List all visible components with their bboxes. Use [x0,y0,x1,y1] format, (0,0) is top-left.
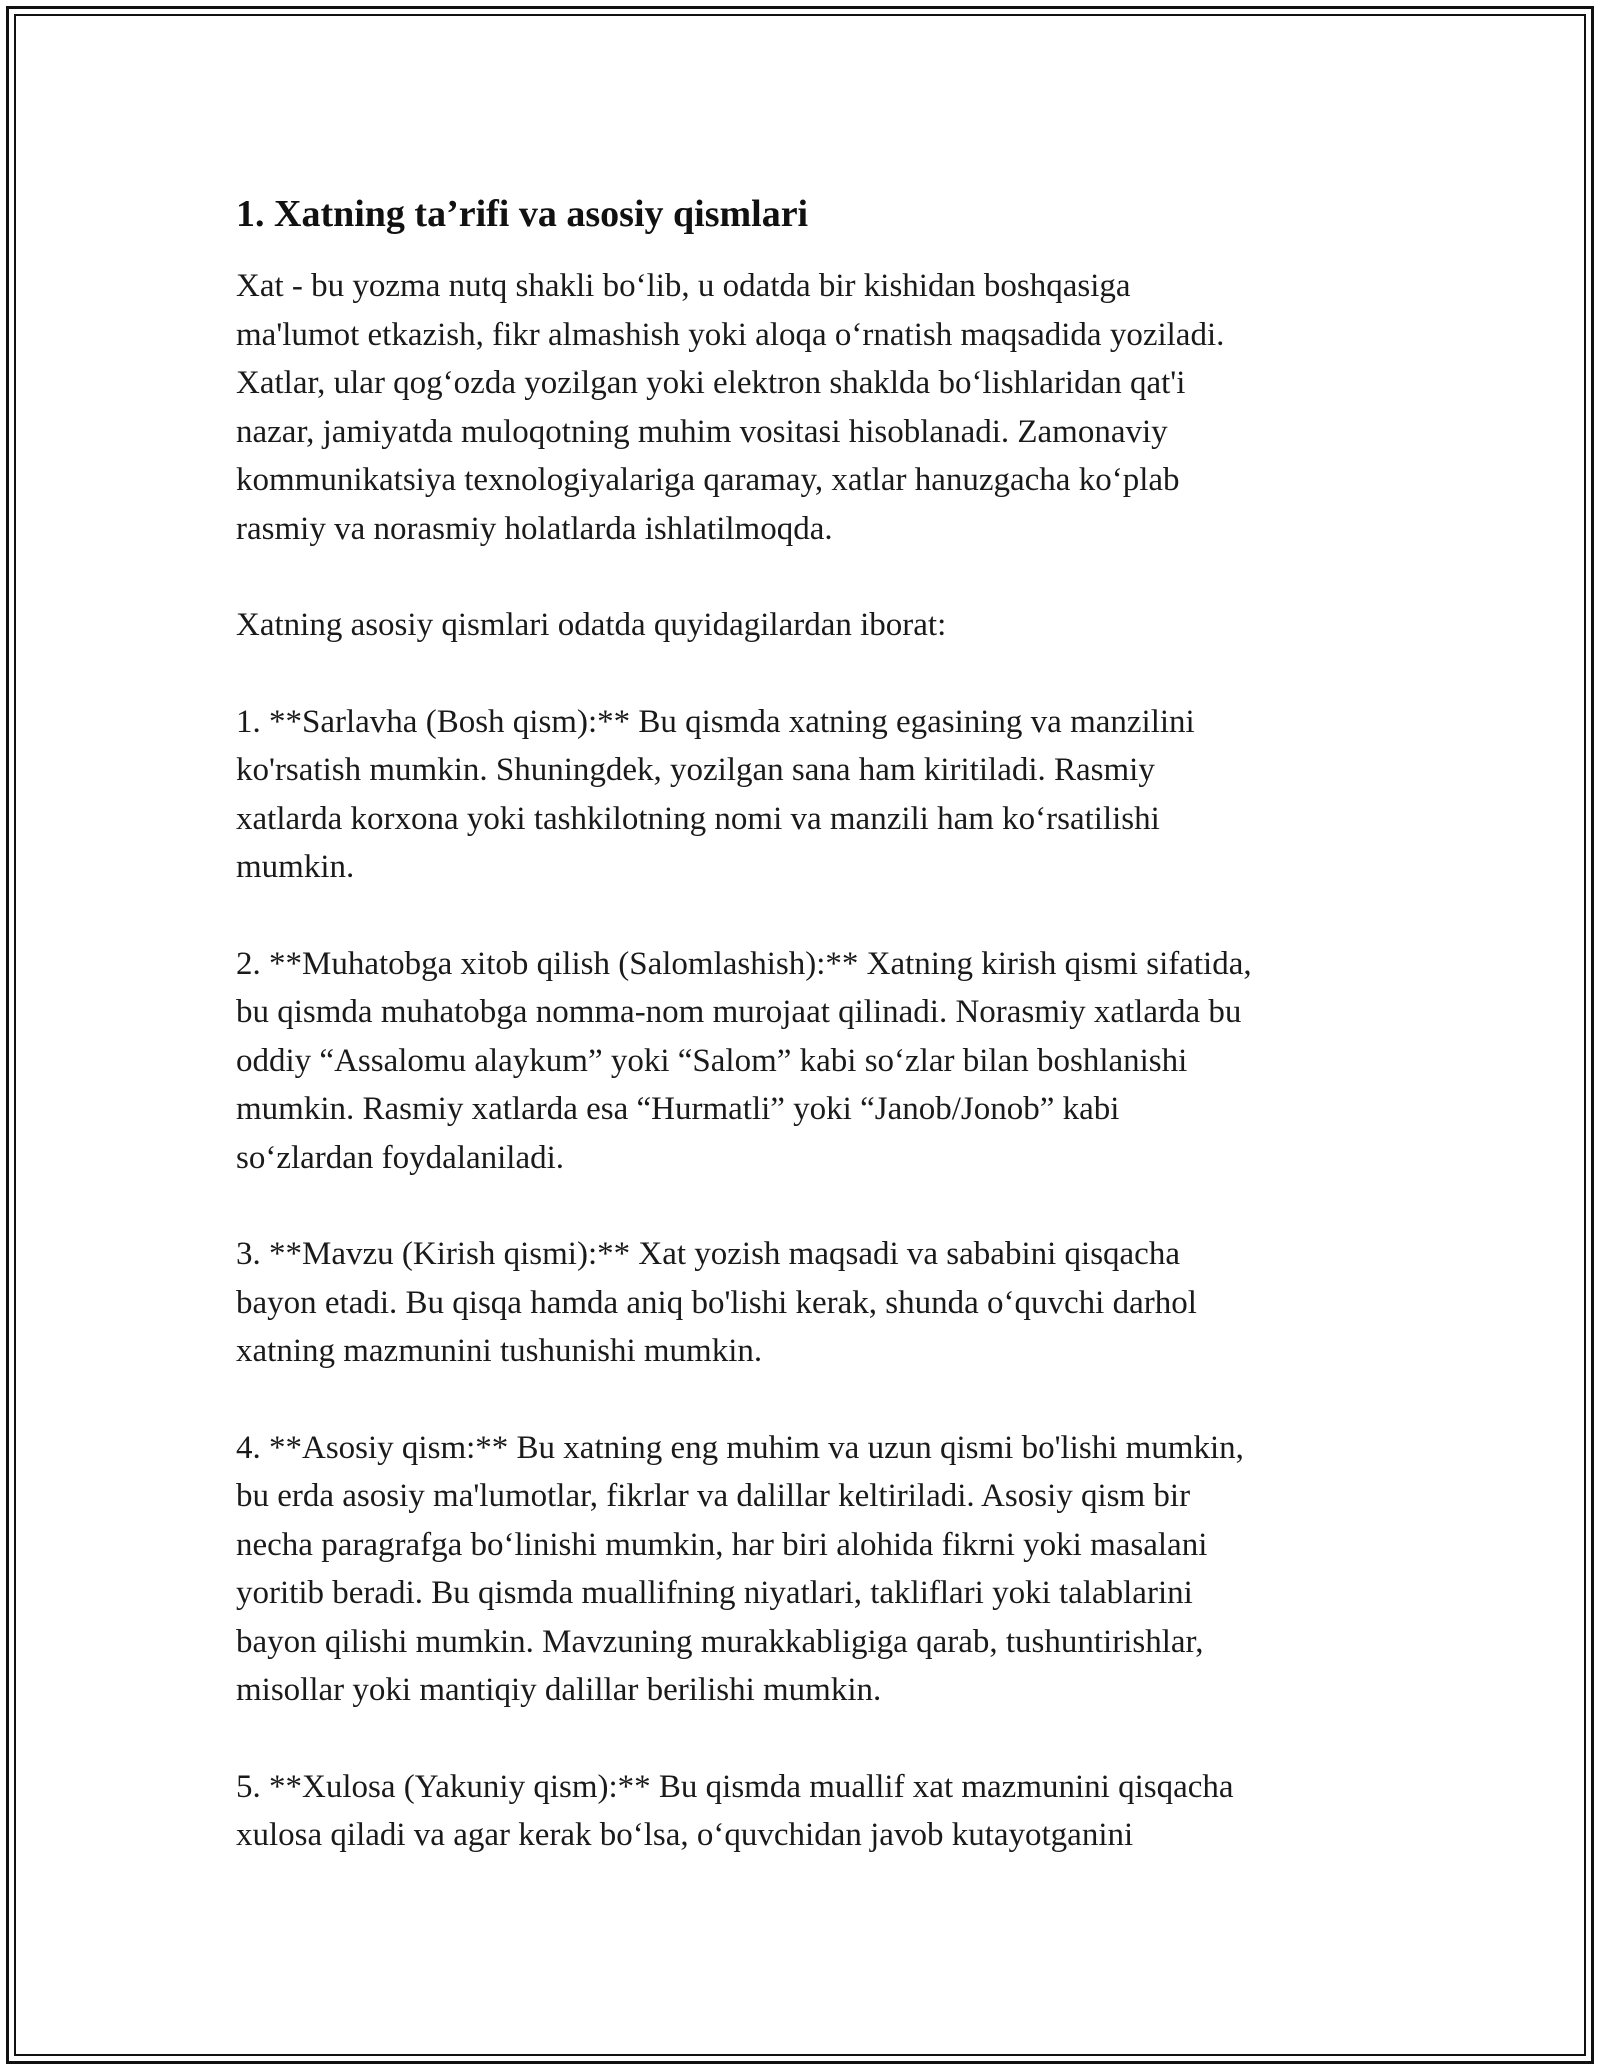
part-1-heading-paragraph: 1. **Sarlavha (Bosh qism):** Bu qismda xatning egasining va manzilini ko'rsatish mumkin. Shuningdek, yozilgan sana ham kiritiladi. Rasmiy xatlarda korxona yoki tashkilotning nomi va manzili ham ko‘rsatilishi mumkin. [236,703,1195,885]
part-5-conclusion-paragraph: 5. **Xulosa (Yakuniy qism):** Bu qismda muallif xat mazmunini qisqacha xulosa qiladi va agar kerak bo‘lsa, o‘quvchidan javob kutayotganini [236,1768,1234,1853]
parts-intro-paragraph: Xatning asosiy qismlari odatda quyidagilardan iborat: [236,607,947,643]
section-heading: 1. Xatning ta’rifi va asosiy qismlari [236,193,809,235]
part-4-main-body-paragraph: 4. **Asosiy qism:** Bu xatning eng muhim va uzun qismi bo'lishi mumkin, bu erda asosiy ma'lumotlar, fikrlar va dalillar keltiriladi. Asosiy qism bir necha paragrafga bo‘linishi mumkin, har biri alohida fikrni yoki masalani yoritib beradi. Bu qismda muallifning niyatlari, takliflari yoki talablarini bayon qilishi mumkin. Mavzuning murakkabligiga qarab, tushuntirishlar, misollar yoki mantiqiy dalillar berilishi mumkin. [236,1429,1244,1708]
part-3-subject-paragraph: 3. **Mavzu (Kirish qismi):** Xat yozish maqsadi va sababini qisqacha bayon etadi. Bu qisqa hamda aniq bo'lishi kerak, shunda o‘quvchi darhol xatning mazmunini tushunishi mumkin. [236,1236,1197,1369]
intro-paragraph: Xat - bu yozma nutq shakli bo‘lib, u odatda bir kishidan boshqasiga ma'lumot etkazish, fikr almashish yoki aloqa o‘rnatish maqsadida yoziladi. Xatlar, ular qog‘ozda yozilgan yoki elektron shaklda bo‘lishlaridan qat'i nazar, jamiyatda muloqotning muhim vositasi hisoblanadi. Zamonaviy kommunikatsiya texnologiyalariga qaramay, xatlar hanuzgacha ko‘plab rasmiy va norasmiy holatlarda ishlatilmoqda. [236,268,1225,547]
part-2-greeting-paragraph: 2. **Muhatobga xitob qilish (Salomlashish):** Xatning kirish qismi sifatida, bu qismda muhatobga nomma-nom murojaat qilinadi. Norasmiy xatlarda bu oddiy “Assalomu alaykum” yoki “Salom” kabi so‘zlar bilan boshlanishi mumkin. Rasmiy xatlarda esa “Hurmatli” yoki “Janob/Jonob” kabi so‘zlardan foydalaniladi. [236,945,1252,1176]
document-body [236,188,1376,1908]
